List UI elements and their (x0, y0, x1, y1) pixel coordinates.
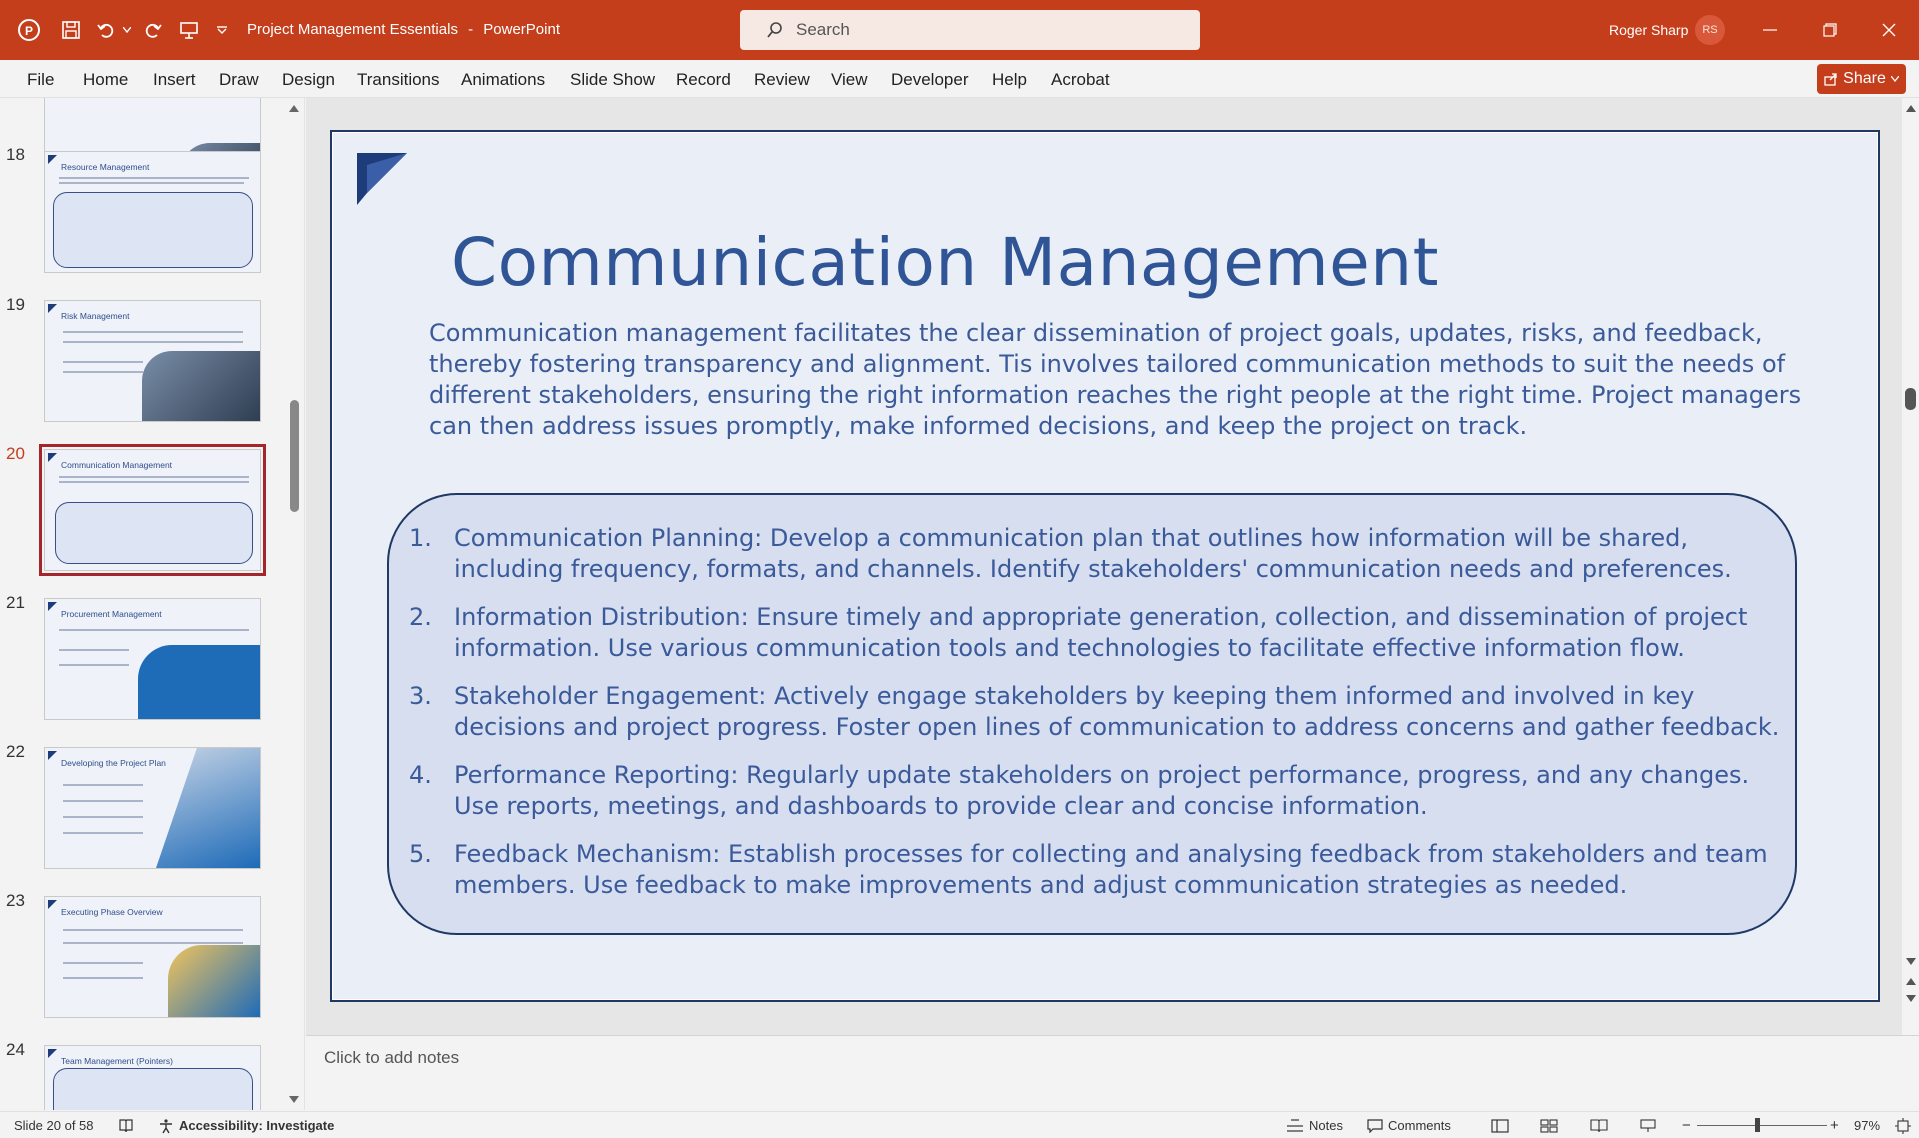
list-item (409, 523, 1789, 585)
slide-title[interactable]: Communication Management (451, 224, 1439, 301)
redo-icon[interactable] (138, 0, 168, 60)
slide-sorter-icon[interactable] (1540, 1112, 1558, 1138)
undo-icon[interactable] (92, 0, 120, 60)
slide-number: 20 (6, 444, 25, 463)
next-slide-icon[interactable] (1906, 995, 1916, 1002)
tab-slide-show[interactable]: Slide Show (570, 70, 656, 89)
flag-icon (48, 453, 57, 462)
thumbnail-image (138, 645, 260, 719)
list-item (409, 602, 1789, 664)
slide-thumbnail-19[interactable] (44, 300, 261, 422)
thumbnail-image (168, 945, 260, 1017)
slide-thumbnail-18[interactable] (44, 151, 261, 273)
app-name: PowerPoint (483, 21, 560, 38)
list-item-number: 4. (409, 761, 432, 789)
title-bar (0, 0, 1919, 60)
flag-icon (48, 602, 57, 611)
tab-developer[interactable]: Developer (891, 70, 969, 89)
notes-pane[interactable] (306, 1035, 1919, 1111)
slide-number: 23 (6, 891, 25, 910)
tab-help[interactable]: Help (992, 70, 1027, 89)
tab-file[interactable]: File (27, 70, 55, 89)
thumbnail-title: Developing the Project Plan (61, 758, 166, 768)
list-item-text: Information Distribution: Ensure timely and appropriate generation, collection, and dissemination of project information. Use various communication tools and technologies to facilitate effective information flow. (454, 603, 1748, 662)
list-item-text: Communication Planning: Develop a communication plan that outlines how information will be shared, including frequency, formats, and channels. Identify stakeholders' communication needs and preferences. (454, 524, 1732, 583)
zoom-slider[interactable] (1697, 1125, 1827, 1126)
save-icon[interactable] (56, 0, 86, 60)
scrollbar-thumb[interactable] (1905, 388, 1916, 410)
zoom-in-button[interactable]: + (1830, 1117, 1839, 1134)
tab-animations[interactable]: Animations (461, 70, 546, 89)
share-icon (1824, 72, 1838, 86)
tab-insert[interactable]: Insert (153, 70, 196, 89)
spelling-check-icon[interactable] (118, 1112, 134, 1138)
notes-placeholder: Click to add notes (324, 1048, 460, 1067)
comments-button[interactable] (1367, 1112, 1451, 1138)
tab-review[interactable]: Review (754, 70, 810, 89)
thumbnail-title: Executing Phase Overview (61, 907, 163, 917)
user-name[interactable]: Roger Sharp (1609, 22, 1689, 38)
previous-slide-icon[interactable] (1906, 978, 1916, 985)
list-item-text: Feedback Mechanism: Establish processes for collecting and analysing feedback from stakeholders and team members. Use feedback to make improvements and adjust communication strategies as needed. (454, 840, 1768, 899)
slide-thumbnail-20[interactable] (44, 449, 261, 571)
notes-icon (1286, 1119, 1304, 1133)
zoom-out-button[interactable]: − (1682, 1117, 1691, 1134)
scroll-up-icon[interactable] (1906, 105, 1916, 112)
tab-home[interactable]: Home (83, 70, 129, 89)
fit-to-window-icon[interactable] (1895, 1112, 1911, 1138)
list-item-number: 5. (409, 840, 432, 868)
notes-label: Notes (1309, 1118, 1343, 1133)
flag-icon (357, 153, 407, 205)
scroll-down-icon[interactable] (1906, 958, 1916, 965)
thumbnail-image (156, 747, 260, 868)
thumbnail-image (142, 351, 260, 421)
flag-icon (48, 900, 57, 909)
close-button[interactable] (1859, 0, 1919, 60)
scroll-up-icon[interactable] (289, 105, 299, 112)
slide-number: 19 (6, 295, 25, 314)
notes-button[interactable] (1286, 1112, 1343, 1138)
normal-view-icon[interactable] (1491, 1112, 1509, 1138)
flag-icon (48, 1049, 57, 1058)
list-item-number: 3. (409, 682, 432, 710)
zoom-slider-handle[interactable] (1755, 1118, 1760, 1132)
list-item (409, 760, 1789, 822)
powerpoint-logo-icon (14, 0, 44, 60)
numbered-list-box[interactable] (387, 493, 1797, 935)
comments-label: Comments (1388, 1118, 1451, 1133)
avatar[interactable]: RS (1695, 15, 1725, 45)
scroll-down-icon[interactable] (289, 1096, 299, 1103)
numbered-list (409, 523, 1789, 918)
share-button[interactable] (1817, 64, 1906, 94)
thumbnail-scrollbar[interactable] (287, 98, 301, 1110)
svg-text:P: P (25, 24, 34, 38)
thumbnail-title: Team Management (Pointers) (61, 1056, 173, 1066)
tab-record[interactable]: Record (676, 70, 731, 89)
accessibility-button[interactable] (158, 1112, 334, 1138)
flag-icon (48, 304, 57, 313)
minimize-button[interactable] (1740, 0, 1800, 60)
comment-icon (1367, 1119, 1383, 1133)
slide-number: 24 (6, 1040, 25, 1059)
chevron-down-icon (1891, 76, 1899, 82)
list-item-text: Performance Reporting: Regularly update stakeholders on project performance, progress, and any changes. Use reports, meetings, and dashboards to provide clear and concise information. (454, 761, 1750, 820)
thumbnail-title: Resource Management (61, 162, 150, 172)
slide-thumbnail-24[interactable] (44, 1045, 261, 1110)
slide-number: 22 (6, 742, 25, 761)
slide-number: 18 (6, 145, 25, 164)
document-title (247, 0, 560, 60)
undo-dropdown-chevron-icon[interactable] (120, 0, 134, 60)
search-placeholder: Search (796, 20, 850, 39)
tab-acrobat[interactable]: Acrobat (1051, 70, 1110, 89)
list-item-number: 1. (409, 524, 432, 552)
tab-draw[interactable]: Draw (219, 70, 259, 89)
status-bar (0, 1111, 1919, 1138)
list-item-number: 2. (409, 603, 432, 631)
slide-scrollbar[interactable] (1902, 98, 1919, 1035)
zoom-level[interactable]: 97% (1854, 1118, 1881, 1133)
slide-counter: Slide 20 of 58 (14, 1118, 94, 1133)
document-name: Project Management Essentials (247, 21, 458, 38)
search-box[interactable] (740, 10, 1200, 50)
tab-design[interactable]: Design (282, 70, 335, 89)
title-separator: - (468, 21, 474, 38)
ribbon-tabs (0, 60, 1919, 98)
flag-icon (48, 751, 57, 760)
reading-view-icon[interactable] (1590, 1112, 1608, 1138)
present-from-beginning-icon[interactable] (174, 0, 204, 60)
slide-thumbnail-21[interactable] (44, 598, 261, 720)
list-item (409, 839, 1789, 901)
slideshow-view-icon[interactable] (1640, 1112, 1656, 1138)
thumbnail-title: Communication Management (61, 460, 173, 470)
share-label: Share (1843, 70, 1886, 87)
slide-intro-text[interactable]: Communication management facilitates the clear dissemination of project goals, updates, risks, and feedback, thereby fostering transparency and alignment. Tis involves tailored communication methods to suit the needs of different stakeholders, ensuring the right information reaches the right people at the right time. Project managers can then address issues promptly, make informed decisions, and keep the project on track. (429, 319, 1802, 440)
slide-thumbnail-23[interactable] (44, 896, 261, 1018)
accessibility-icon (158, 1118, 174, 1134)
thumbnail-title: Procurement Management (61, 609, 162, 619)
slide-canvas[interactable] (330, 130, 1880, 1002)
tab-transitions[interactable]: Transitions (357, 70, 440, 89)
list-item-text: Stakeholder Engagement: Actively engage stakeholders by keeping them informed and involved in key decisions and project progress. Foster open lines of communication to address concerns and gather feedback. (454, 682, 1780, 741)
accessibility-label: Accessibility: Investigate (179, 1118, 335, 1133)
slide-thumbnail-pane (0, 98, 305, 1110)
slide-thumbnail-22[interactable] (44, 747, 261, 869)
list-item (409, 681, 1789, 743)
restore-button[interactable] (1800, 0, 1860, 60)
thumbnail-title: Risk Management (61, 311, 130, 321)
tab-view[interactable]: View (831, 70, 868, 89)
slide-number: 21 (6, 593, 25, 612)
search-icon (766, 21, 784, 39)
scrollbar-thumb[interactable] (290, 400, 299, 512)
customize-toolbar-chevron-icon[interactable] (212, 0, 232, 60)
flag-icon (48, 155, 57, 164)
